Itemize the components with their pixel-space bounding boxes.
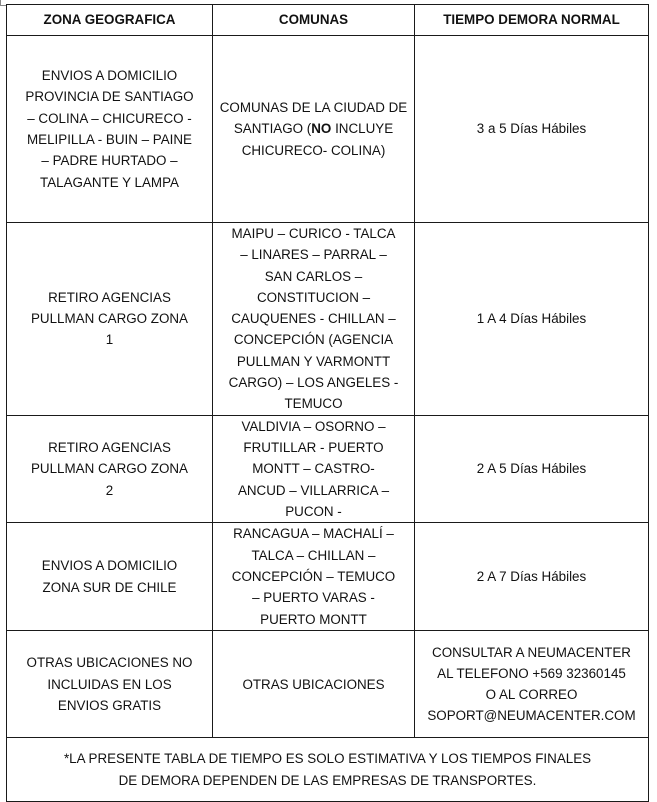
cell-tiempo: 3 a 5 Días Hábiles: [415, 36, 649, 223]
header-tiempo: TIEMPO DEMORA NORMAL: [415, 5, 649, 36]
table-row: [7, 631, 649, 738]
cell-comunas: VALDIVIA – OSORNO – FRUTILLAR - PUERTO MONTT – CASTRO- ANCUD – VILLARRICA – PUCON -: [213, 415, 415, 522]
cell-tiempo: 2 A 7 Días Hábiles: [415, 523, 649, 631]
footnote: *LA PRESENTE TABLA DE TIEMPO ES SOLO ESTIMATIVA Y LOS TIEMPOS FINALES DE DEMORA DEPENDEN DE LAS EMPRESAS DE TRANSPORTES.: [7, 738, 649, 802]
table-header-row: [7, 5, 649, 36]
table-row: [7, 36, 649, 223]
cell-zona: OTRAS UBICACIONES NO INCLUIDAS EN LOS ENVIOS GRATIS: [7, 631, 213, 738]
table-row: [7, 415, 649, 522]
cell-zona: RETIRO AGENCIAS PULLMAN CARGO ZONA 1: [7, 223, 213, 416]
header-comunas: COMUNAS: [213, 5, 415, 36]
cell-tiempo: 2 A 5 Días Hábiles: [415, 415, 649, 522]
table-row: [7, 223, 649, 416]
header-zona: ZONA GEOGRAFICA: [7, 5, 213, 36]
cell-comunas: MAIPU – CURICO - TALCA – LINARES – PARRAL – SAN CARLOS – CONSTITUCION – CAUQUENES - CHILLAN – CONCEPCIÓN (AGENCIA PULLMAN Y VARMONTT CARGO) – LOS ANGELES - TEMUCO: [213, 223, 415, 416]
shipping-times-table: [6, 4, 649, 802]
cell-zona: ENVIOS A DOMICILIO ZONA SUR DE CHILE: [7, 523, 213, 631]
cell-zona: RETIRO AGENCIAS PULLMAN CARGO ZONA 2: [7, 415, 213, 522]
cell-tiempo: CONSULTAR A NEUMACENTER AL TELEFONO +569 32360145 O AL CORREO SOPORT@NEUMACENTER.COM: [415, 631, 649, 738]
table-note-row: [7, 738, 649, 802]
cell-comunas: RANCAGUA – MACHALÍ – TALCA – CHILLAN – CONCEPCIÓN – TEMUCO – PUERTO VARAS - PUERTO MONTT: [213, 523, 415, 631]
cell-comunas: OTRAS UBICACIONES: [213, 631, 415, 738]
cell-comunas: COMUNAS DE LA CIUDAD DE SANTIAGO (NO INCLUYE CHICURECO- COLINA): [213, 36, 415, 223]
table-row: [7, 523, 649, 631]
cell-zona: ENVIOS A DOMICILIO PROVINCIA DE SANTIAGO – COLINA – CHICURECO - MELIPILLA - BUIN – PAINE – PADRE HURTADO – TALAGANTE Y LAMPA: [7, 36, 213, 223]
cell-tiempo: 1 A 4 Días Hábiles: [415, 223, 649, 416]
